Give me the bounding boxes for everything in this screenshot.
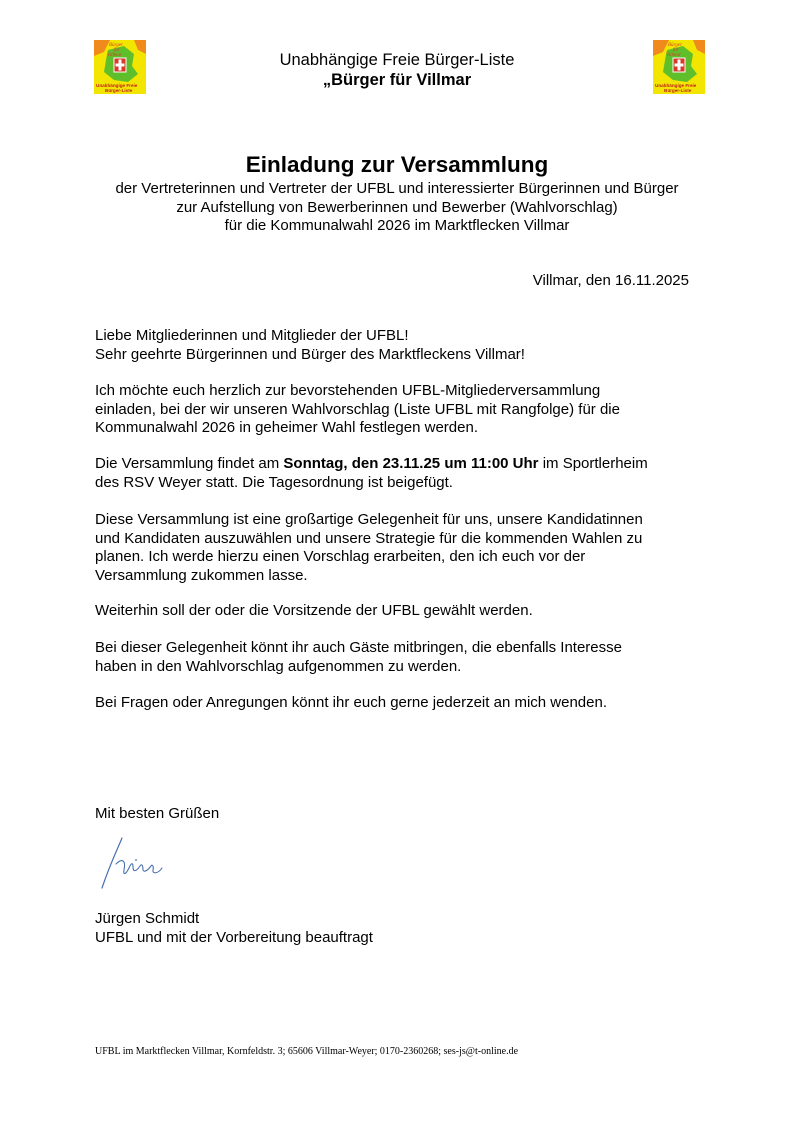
meeting-text-after: im Sportlerheim bbox=[538, 455, 648, 472]
signer-block bbox=[95, 910, 705, 947]
paragraph-line: des RSV Weyer statt. Die Tagesordnung ist beigefügt. bbox=[95, 473, 453, 491]
subtitle-line: der Vertreterinnen und Vertreter der UFBL und interessierter Bürgerinnen und Bürger bbox=[115, 180, 679, 197]
logo-text-top-1: Bürger bbox=[668, 43, 682, 48]
signer-name: Jürgen Schmidt bbox=[95, 910, 200, 927]
footer-address: UFBL im Marktflecken Villmar, Kornfeldstr. 3; 65606 Villmar-Weyer; 0170-2360268; ses-js@t-online.de bbox=[95, 1046, 519, 1057]
invitation-subtitle bbox=[0, 180, 794, 236]
paragraph-questions bbox=[95, 694, 705, 713]
logo-text-bottom-2: Bürger-Liste bbox=[664, 88, 692, 93]
logo-text-top-2: für bbox=[114, 48, 120, 53]
meeting-date-time: Sonntag, den 23.11.25 um 11:00 Uhr bbox=[283, 455, 539, 472]
paragraph-opportunity bbox=[95, 511, 705, 585]
logo-text-top-1: Bürger bbox=[109, 43, 123, 48]
signer-role: UFBL und mit der Vorbereitung beauftragt bbox=[95, 928, 373, 946]
paragraph-line: und Kandidaten auszuwählen und unsere Strategie für die kommenden Wahlen zu bbox=[95, 529, 643, 547]
greeting bbox=[95, 327, 705, 364]
paragraph-line: Kommunalwahl 2026 in geheimer Wahl festlegen werden. bbox=[95, 419, 478, 436]
greeting-line: Sehr geehrte Bürgerinnen und Bürger des Marktfleckens Villmar! bbox=[95, 345, 525, 363]
paragraph-meeting-details bbox=[95, 455, 705, 492]
logo-text-top-3: Villmar bbox=[107, 53, 122, 58]
paragraph-line: planen. Ich werde hierzu einen Vorschlag erarbeiten, den ich euch vor der bbox=[95, 548, 586, 565]
paragraph-line: einladen, bei der wir unseren Wahlvorschlag (Liste UFBL mit Rangfolge) für die bbox=[95, 400, 620, 418]
greeting-line: Liebe Mitgliederinnen und Mitglieder der UFBL! bbox=[95, 327, 409, 344]
closing: Mit besten Grüßen bbox=[95, 805, 220, 822]
handwritten-signature bbox=[96, 830, 176, 895]
paragraph-line: Diese Versammlung ist eine großartige Gelegenheit für uns, unsere Kandidatinnen bbox=[95, 511, 643, 528]
logo-text-top-3: Villmar bbox=[666, 53, 681, 58]
paragraph-guests bbox=[95, 639, 705, 676]
logo-text-bottom-1: Unabhängige Freie bbox=[96, 83, 138, 88]
date-line: Villmar, den 16.11.2025 bbox=[532, 272, 689, 289]
org-name: Unabhängige Freie Bürger-Liste bbox=[279, 51, 515, 69]
paragraph-line: Bei Fragen oder Anregungen könnt ihr euch gerne jederzeit an mich wenden. bbox=[95, 694, 607, 711]
org-header bbox=[0, 50, 794, 90]
subtitle-line: für die Kommunalwahl 2026 im Marktflecken Villmar bbox=[224, 217, 570, 234]
paragraph-line bbox=[95, 455, 705, 474]
paragraph-chair-election bbox=[95, 602, 705, 621]
meeting-text-before: Die Versammlung findet am bbox=[95, 455, 284, 472]
logo-text-top-2: für bbox=[673, 48, 679, 53]
invitation-title: Einladung zur Versammlung bbox=[245, 152, 549, 177]
org-slogan: „Bürger für Villmar bbox=[322, 71, 472, 89]
paragraph-invitation bbox=[95, 382, 705, 438]
paragraph-line: Bei dieser Gelegenheit könnt ihr auch Gäste mitbringen, die ebenfalls Interesse bbox=[95, 639, 622, 656]
logo-text-bottom-1: Unabhängige Freie bbox=[655, 83, 697, 88]
paragraph-line: haben in den Wahlvorschlag aufgenommen zu werden. bbox=[95, 657, 462, 675]
paragraph-line: Versammlung zukommen lasse. bbox=[95, 566, 308, 584]
paragraph-line: Weiterhin soll der oder die Vorsitzende der UFBL gewählt werden. bbox=[95, 602, 533, 619]
paragraph-line: Ich möchte euch herzlich zur bevorstehenden UFBL-Mitgliederversammlung bbox=[95, 382, 601, 399]
logo-text-bottom-2: Bürger-Liste bbox=[105, 88, 133, 93]
subtitle-line: zur Aufstellung von Bewerberinnen und Bewerber (Wahlvorschlag) bbox=[176, 198, 618, 216]
